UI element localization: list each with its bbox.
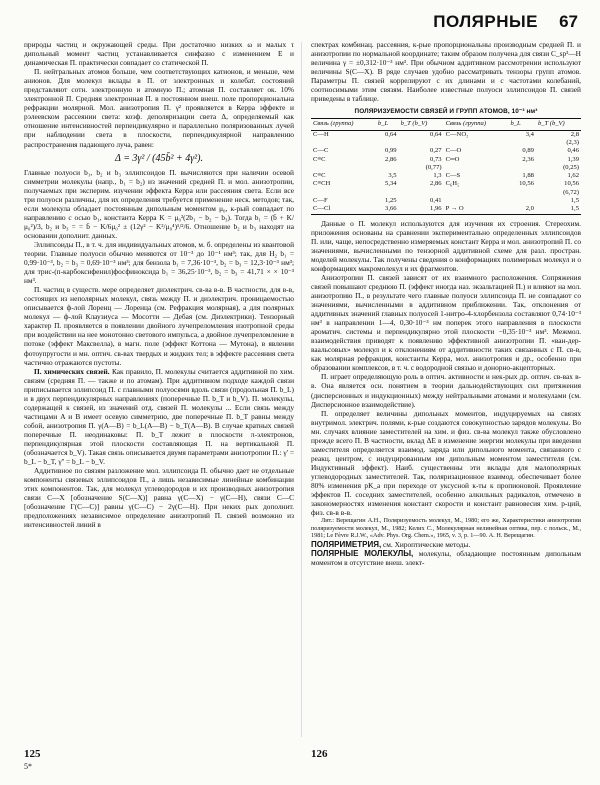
paragraph: Данные о П. молекул используются для изучения их строения. Стереохим. приложения основаны на сравнении экспериментально определенных эллипсоидов П. или, чаще, непосредственно измеряемых констант Керра и мол. анизотропий П. со значениями, вычисленными по тензорной аддитивной схеме для разл. простран. моделей молекулы. Так получены сведения о конформациях полимерных молекул и о конформациях макромолекул и их фрагментов. bbox=[311, 218, 581, 273]
table-header-row bbox=[311, 119, 581, 130]
entry-headword: ПОЛЯРНЫЕ МОЛЕКУЛЫ, bbox=[311, 549, 414, 559]
table-cell: 1,62 10,56 (6,72) bbox=[563, 172, 579, 196]
table-header: b_T (b_V) bbox=[536, 119, 581, 130]
table-cell: 3,66 bbox=[376, 205, 399, 214]
table-cell: P → O bbox=[444, 205, 509, 214]
table-title: ПОЛЯРИЗУЕМОСТИ СВЯЗЕЙ И ГРУПП АТОМОВ, 10⁻³ нм³ bbox=[354, 108, 538, 116]
table-cell: 1,96 bbox=[399, 205, 444, 214]
table-cell: 2,0 bbox=[508, 205, 536, 214]
table-cell: 1,5 bbox=[570, 197, 579, 205]
entry-text: молекулы, обладающие постоянным дипольным моментом в отсутствие внеш. элект- bbox=[311, 549, 581, 568]
paragraph: Эллипсоиды П., в т. ч. для индивидуальных атомов, м. б. определены из квантовой теории. Главные полуоси обычно меняются от 10⁻³ до 10⁻¹ нм³; так, для H₂ b₁ = 0,99·10⁻³, b₂ = b₃ = 0,69·10⁻³ нм³; для бензола b₁ = 7,36·10⁻³, b₂ = b₃ = 12,3·10⁻³ нм³; для трис-(п-карбоксифенил)фосфиноксида b₁ = 36,25·10⁻³, b₂ = b₃ = 41,71 × × 10⁻³ нм³. bbox=[24, 239, 294, 286]
running-title: ПОЛЯРНЫЕ bbox=[433, 12, 538, 31]
paragraph: Анизотропии П. связей зависят от их взаимного расположения. Сопряжения связей повышают среднюю П. (эффект иногда наз. экзальтацией П.) и влияют на мол. анизотропию П., в результате чего главные полуоси эллипсоида П. не совпадают со значениями, вычисленными в аддитивном приближении. Так, отклонения от аддитивных значений главных полуосей 1-нитро-4-хлорбензола составляют 0,74·10⁻³ нм³ в направлении 1—4, 0,30·10⁻³ нм поперек этого направления в плоскости ароматич. системы и перпендикулярно этой плоскости −0,35·10⁻³ нм³. Межмол. взаимодействия приводят к появлению эффективной анизотропии П. «ван-дер-ваальсовых» молекул и к отклонениям от аддитивности таких связанных с П. св-в, как молярная рефракция, константы Керра, мол. анизотропия и др., особенно при образовании комплексов, в т. ч. с водородной связью и донорно-акцепторных. bbox=[311, 272, 581, 373]
table-header: b_L bbox=[508, 119, 536, 130]
table-row bbox=[311, 147, 581, 172]
table-cell: 0,41 bbox=[430, 197, 442, 205]
running-header bbox=[22, 12, 578, 34]
paragraph: П. нейтральных атомов больше, чем соответствующих катионов, и меньше, чем анионов. Для молекул вклады в П. от электронных и колебат. состояний представляют сотн. электронную и атомную П.; атомная П. составляет ок. 10% электронной П. Средняя электронная П. в постоянном внеш. поле пропорциональна рефракции молярной. Мол. анизотропия П. γ² проявляется в Керра эффекте и рэлеевском рассеянии света: коэф. деполяризации света Δ, определяемый как отношение интенсивностей перпендикулярно и параллельно поляризованных лучей при наблюдении света в плоскости, перпендикулярной направлению распространения падающего луча, равен: bbox=[24, 67, 294, 149]
paragraph: природы частиц и окружающей среды. При достаточно низких ω и малых τ дипольный момент частиц устанавливается синфазно с изменением E и динамическая П. практически совпадает со статической П. bbox=[24, 40, 294, 68]
table-cell: 1,3 2,86 bbox=[430, 172, 442, 188]
table-row bbox=[311, 130, 581, 147]
paragraph-text: Как правило, П. молекулы считается аддитивной по хим. связям (средняя П. — также и по атомам). При аддитивном подходе каждой связи приписывается эллипсоид П. с главными полуосями вдоль связи (продольная П. b_L) и в двух перпендикулярных направлениях (поперечные П. b_T и b_V). П. молекулы, содержащей к связей, из значений отд. связей П. молекулы ... Если связь между частицами A и B имеет осевую симметрию, две поперечные П. b_T равны между собой, анизотропия П. γ(A—B) = b_L(A—B) − b_T(A—B). В случае кратных связей поперечные П. неодинаковы: П. b_T лежит в плоскости π-электронов, перпендикулярная этой плоскости составляющая П. на вертикальной П. (обозначается b_V). Такая связь описывается двумя параметрами анизотропии П.: γ' = b_L − b_T, γ'' = b_L − b_V. bbox=[24, 366, 294, 467]
column-divider bbox=[301, 42, 302, 737]
dictionary-entry bbox=[311, 540, 581, 549]
section-heading: П. химических связей. bbox=[34, 366, 110, 376]
dictionary-entry bbox=[311, 549, 581, 567]
table-cell: 1,25 bbox=[385, 197, 397, 205]
paragraph: П. частиц в существ. мере определяет диэлектрич. св-ва в-в. В частности, для в-в, состоящих из неполярных молекул, связь между П. и диэлектрич. проницаемостью описывается ф-лой Лоренц — Лоренца (см. Рефракция молярная), а для полярных молекул — ф-лой Клаузиуса — Мосотти — Дебая (см. Диэлектрики). Тензорный характер П. проявляется в появлении двойного лучепреломления изотропной среды при воздействии на нее монотонно светового импульса, а двойное лучепреломление в потоке (эффект Максвелла), в магн. поле (эффект Коттона — Мутона), в явлении фотоупругости и мн. оптич. св-вах твердых и жидких тел; в эффекте рассеяния света частично отражаются пустоты. bbox=[24, 285, 294, 367]
table-row bbox=[311, 172, 581, 197]
paragraph: Главные полуоси b₁, b₂ и b₃ эллипсоидов П. вычисляются при наличии осевой симметрии молекулы (напр., b₁ = b₂) из значений средней П. и мол. анизотропии, получаемых при эксперим. изучении эффекта Керра или рассеяния света. Если все три полуоси различны, для их определения требуется применение неск. методов; так, если молекула обладает постоянным дипольным моментом μ₀, к-рый совпадает по направлению с осью b₁, константа Керра K = μ₀²(2b₁ − b₂ − b₃). Тогда b₁ = (b̄ + K/μ₀²)/3, b₂ и b₃ = = b̄ − K/6μ₀² ± (12γ² − K²/μ₀⁴)¹/²/6. Отношение b₂ и b₃ находят на основании дополнит. данных. bbox=[24, 167, 294, 240]
page-number-head: 67 bbox=[559, 12, 578, 31]
table-cell: C—S C₆H₅ bbox=[445, 172, 461, 188]
table-cell: C—NO₂ bbox=[445, 130, 469, 138]
page-number-right: 126 bbox=[311, 748, 328, 760]
entry-headword: ПОЛЯРИМЕТРИЯ, bbox=[311, 539, 382, 549]
formula-depolarization: Δ = 3γ² / (45b̄² + 4γ²). bbox=[115, 152, 203, 164]
paragraph: П. определяет величины дипольных моментов, индуцируемых на связях внутримол. электрич. полями, к-рые создаются совокупностью зарядов молекулы. Во мн. случаях влияние заместителей на хим. и физ. св-ва молекул также обусловлено прежде всего П. В частности, вклад ΔE в изменение энергии молекулы при введении заместителя определяется взаимод. заряда или дипольного момента, связанного с реакц. центром, с индуцированным им дипольным моментом заместителя (см. Индуктивный эффект). Наиб. существенны эти вклады для малополярных углеводородных заместителей. Так, поляризационное взаимод. обеспечивает более 80% изменения pK_a при переходе от уксусной к-ты к пропионовой. Проявление эффектов П. соседних заместителей, особенно алкильных радикалов, отмечено в закономерностях изменения констант скорости и констант равновесия хим. р-ций, физ. св-в в-в. bbox=[311, 408, 581, 518]
paragraph: Аддитивное по связям разложение мол. эллипсоида П. обычно дает не отдельные компоненты связевых эллипсоидов П., а лишь независимые линейные комбинации этих компонентов. Так, для молекул углеводородов и их производных анизотропия связи C—X [обозначение S(C—X)] равна γ(C—X) − γ(C—H), связи C—C [обозначение Γ(C—C)] равны γ(C—C) − 2γ(C—H). При неких рых дополнит. предположениях независимое определение анизотропий П. связей возможно из интенсивностей линий в bbox=[24, 466, 294, 530]
literature-references: Лит.: Верещагин А.Н., Поляризуемость молекул, М., 1980; его же, Характеристики анизотропии поляризуемости молекул, М., 1982; Келих С., Молекулярная нелинейная оптика, пер. с польск., М., 1981; Le Fèvre R.J.W., «Adv. Phys. Org. Chem.», 1965, v. 3, p. 1—90. А. Н. Верещагин. bbox=[311, 517, 581, 540]
left-column bbox=[24, 40, 294, 740]
table-cell: 0,89 2,36 bbox=[522, 147, 534, 163]
table-cell: C—O C═O bbox=[445, 147, 462, 163]
table-header: Связь (группа) bbox=[444, 119, 509, 130]
table-cell: C—C C≡C bbox=[313, 147, 329, 163]
polarizability-table bbox=[311, 118, 581, 214]
table-cell: C≡C C≡CH bbox=[313, 172, 331, 188]
section-paragraph bbox=[24, 367, 294, 467]
paragraph: спектрах комбинац. рассеяния, к-рые пропорциональны производным средней П. и анизотропии по нормальной координате; таким образом получена для связи C_sp³—H величина γ = ±0,312·10⁻³ нм³. При обычном аддитивном рассмотрении используют величины S(C—X). В ряде случаев удобно рассматривать тензоры групп атомов. Параметры П. связей коррелируют с их длинами и с частотами колебаний, соотносимыми этим связям. Наиболее известные полуоси эллипсоидов П. связей приведены в таблице. bbox=[311, 40, 581, 104]
table-cell: 0,99 2,86 bbox=[385, 147, 397, 163]
table-row bbox=[311, 205, 581, 214]
entry-text: см. Хироптические методы. bbox=[383, 539, 471, 549]
table-cell: C—Cl bbox=[311, 205, 376, 214]
table-row bbox=[311, 197, 581, 205]
table-cell bbox=[444, 197, 509, 205]
right-column bbox=[311, 40, 581, 740]
paragraph: П. играет определяющую роль в оптич. активности и нек-рых др. оптич. св-вах в-в. Она является осн. понятием в теории дальнодействующих сил притяжения (дисперсионных и индукционных) между нейтральными атомами и молекулами (см. Дисперсионное взаимодействие). bbox=[311, 372, 581, 409]
table-header: b_L bbox=[376, 119, 399, 130]
table-cell: 1,88 10,56 bbox=[519, 172, 534, 188]
table-header: b_T (b_V) bbox=[399, 119, 444, 130]
table-header: Связь (группа) bbox=[311, 119, 376, 130]
table-cell: C—F bbox=[313, 197, 328, 205]
table-cell: C—H bbox=[313, 130, 329, 138]
table-cell: 1,5 bbox=[536, 205, 581, 214]
signature-mark: 5* bbox=[24, 762, 32, 771]
table-cell: 0,64 bbox=[430, 130, 442, 138]
table-cell: 2,8 (2,3) bbox=[566, 130, 579, 146]
table-cell: 0,46 1,39 (0,25) bbox=[563, 147, 579, 171]
page-number-left: 125 bbox=[24, 748, 41, 760]
table-cell: 3,4 bbox=[525, 130, 534, 138]
table-cell: 0,27 0,73 (0,77) bbox=[425, 147, 442, 171]
table-cell bbox=[508, 197, 536, 205]
table-cell: 3,5 5,34 bbox=[385, 172, 397, 188]
table-cell: 0,64 bbox=[385, 130, 397, 138]
